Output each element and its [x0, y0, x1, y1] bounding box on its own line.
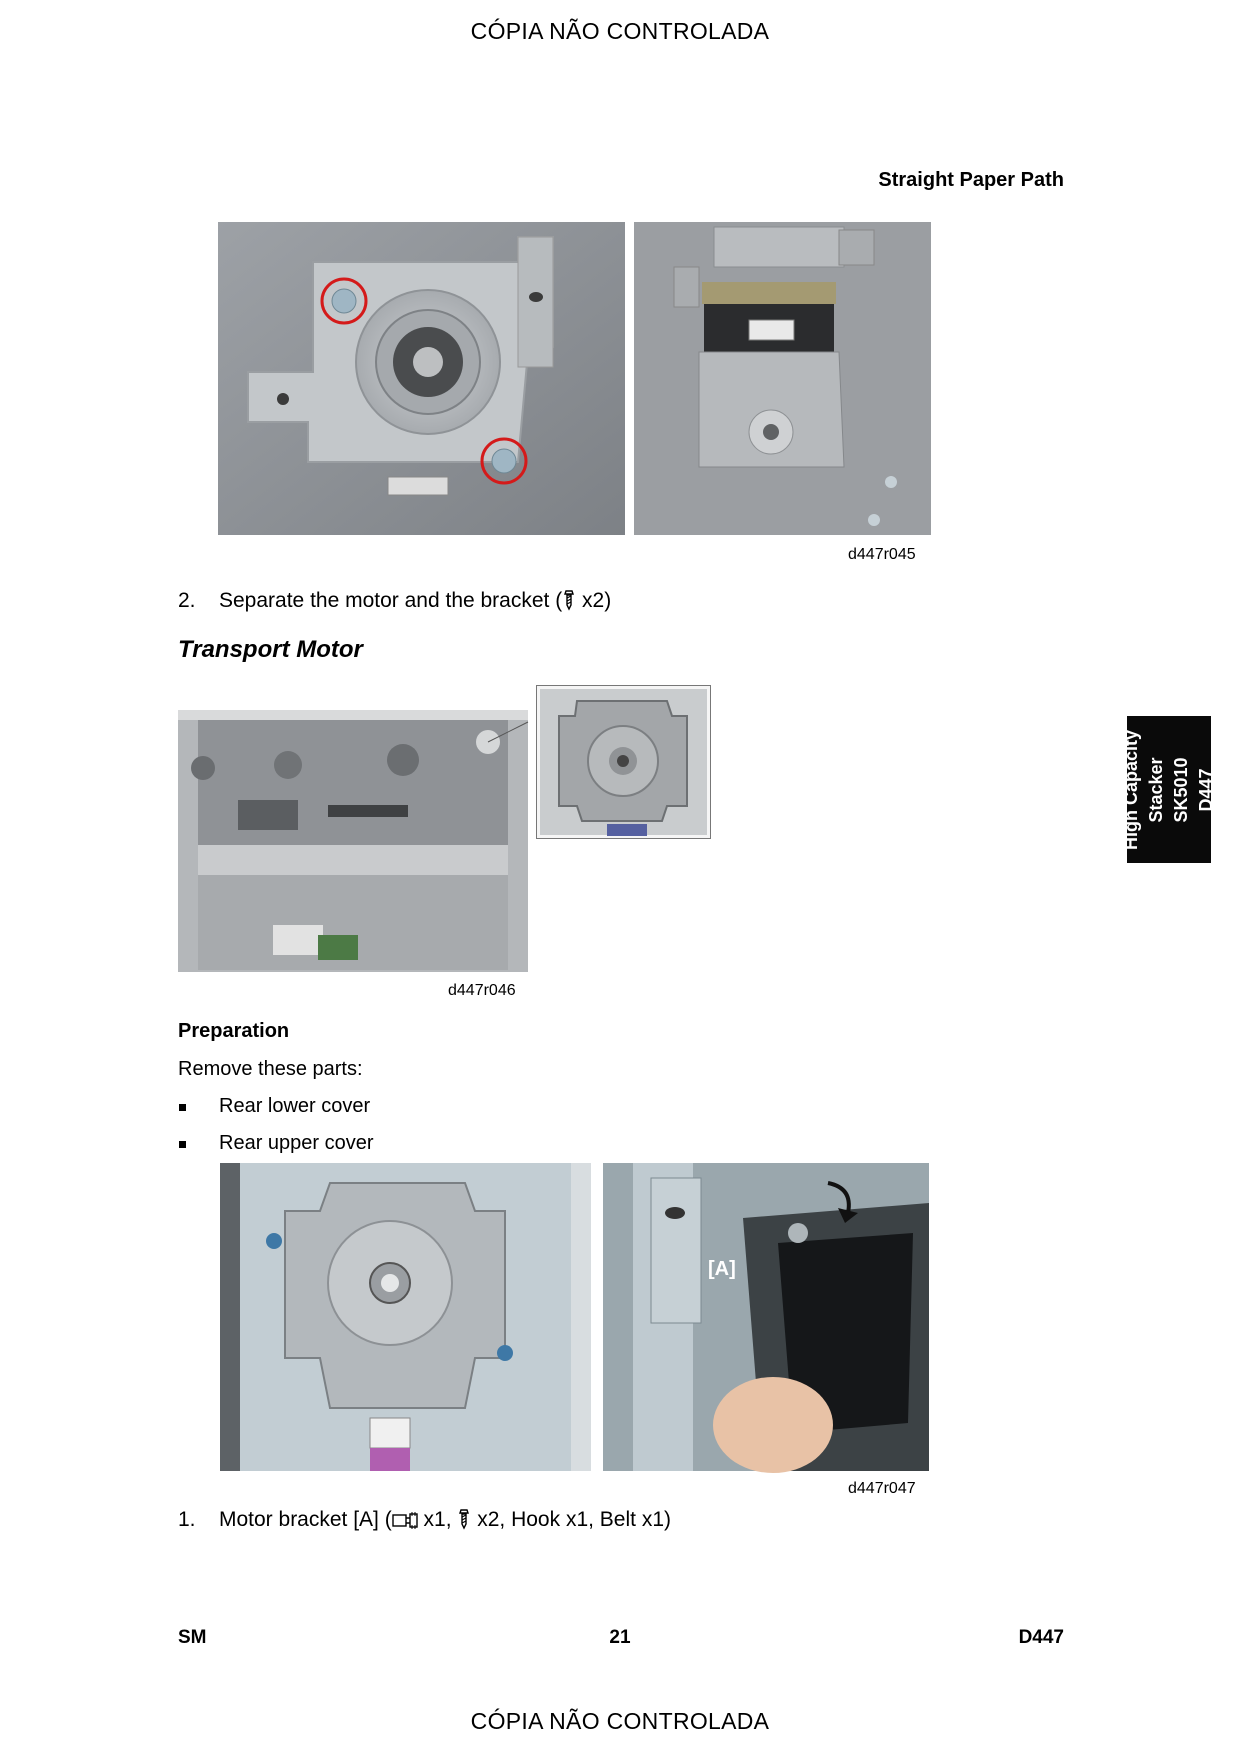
watermark-top: CÓPIA NÃO CONTROLADA [470, 18, 770, 44]
side-tab-line3: SK5010 [1171, 756, 1191, 823]
footer-right: D447 [1018, 1627, 1064, 1648]
section-title: Straight Paper Path [878, 169, 1064, 191]
side-tab-line2: Stacker [1146, 756, 1166, 823]
step-text-before: Separate the motor and the bracket ( [219, 589, 563, 612]
side-tab-line1: High Capacity [1121, 729, 1141, 850]
step-separate-motor [178, 589, 878, 617]
connector-icon [392, 1511, 418, 1529]
preparation-intro: Remove these parts: [178, 1058, 363, 1080]
figure-label-d447r046: d447r046 [448, 982, 516, 999]
chapter-side-tab [1121, 716, 1216, 863]
transport-motor-heading: Transport Motor [178, 636, 363, 663]
screw-icon [457, 1509, 471, 1529]
step-number: 2. [178, 589, 196, 612]
step-motor-bracket [178, 1508, 938, 1536]
list-item-rear-lower-cover: Rear lower cover [219, 1095, 371, 1117]
motor-bracket-photo [220, 1163, 591, 1471]
motor-bracket-hook-photo [603, 1163, 929, 1471]
footer-left: SM [178, 1627, 207, 1648]
side-tab-line4: D447 [1196, 767, 1216, 812]
bullet-marker [179, 1104, 186, 1111]
figure-label-d447r045: d447r045 [848, 546, 916, 563]
transport-motor-closeup [536, 685, 711, 839]
page-number: 21 [609, 1627, 631, 1648]
figure-label-d447r047: d447r047 [848, 1480, 916, 1497]
bullet-marker [179, 1141, 186, 1148]
bracket-photo-front [218, 222, 625, 535]
machine-interior-photo [178, 710, 528, 972]
watermark-bottom: CÓPIA NÃO CONTROLADA [470, 1708, 770, 1734]
motor-photo-side [634, 222, 931, 535]
step-text-part2: x1, [417, 1508, 458, 1531]
step-text-after: x2) [576, 589, 612, 612]
step-text-part3: x2, Hook x1, Belt x1) [471, 1508, 671, 1531]
step-number: 1. [178, 1508, 196, 1531]
callout-label-a: [A] [708, 1258, 736, 1280]
screw-icon [562, 590, 576, 610]
list-item-rear-upper-cover: Rear upper cover [219, 1132, 374, 1154]
step-text-part1: Motor bracket [A] ( [219, 1508, 392, 1531]
preparation-title: Preparation [178, 1020, 290, 1042]
